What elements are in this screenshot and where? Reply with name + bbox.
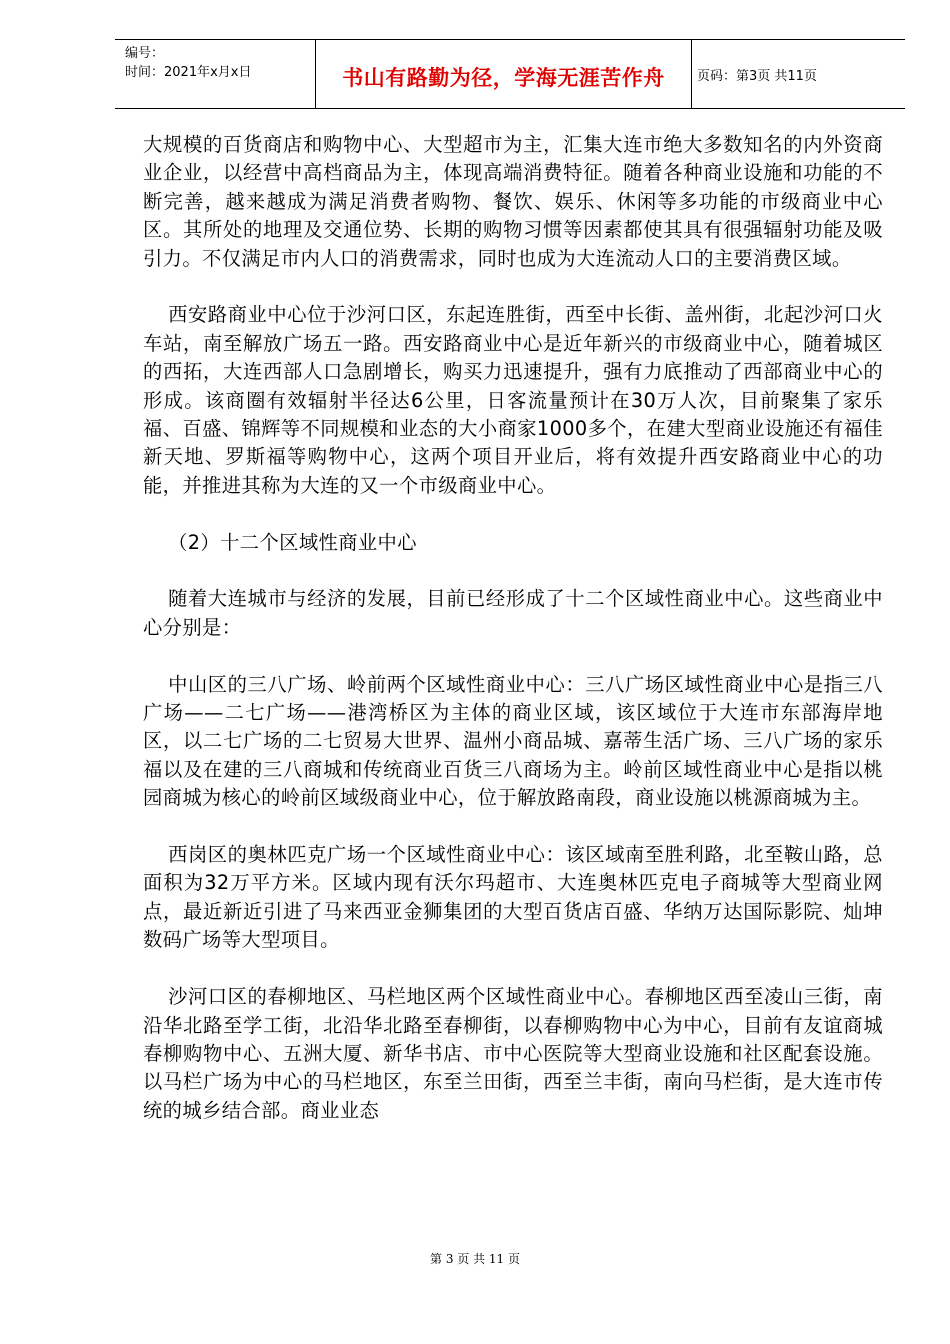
body-paragraph: 中山区的三八广场、岭前两个区域性商业中心：三八广场区域性商业中心是指三八广场——二七广场——港湾桥区为主体的商业区域，该区域位于大连市东部海岸地区，以二七广场的二七贸易大世界、温州小商品城、嘉蒂生活广场、三八广场的家乐福以及在建的三八商城和传统商业百货三八商场为主。岭前区域性商业中心是指以桃园商城为核心的岭前区域级商业中心，位于解放路南段，商业设施以桃源商城为主。 [143, 672, 883, 810]
header-page-cell [690, 40, 905, 108]
page-footer [0, 1250, 950, 1267]
body-paragraph: 西岗区的奥林匹克广场一个区域性商业中心：该区域南至胜利路，北至鞍山路，总面积为32万平方米。区域内现有沃尔玛超市、大连奥林匹克电子商城等大型商业网点，最近新近引进了马来西亚金狮集团的大型百货店百盛、华纳万达国际影院、灿坤数码广场等大型项目。 [143, 843, 883, 952]
body-paragraph: 西安路商业中心位于沙河口区，东起连胜街，西至中长街、盖州街，北起沙河口火车站，南至解放广场五一路。西安路商业中心是近年新兴的市级商业中心，随着城区的西拓，大连西部人口急剧增长，购买力迅速提升，强有力底推动了西部商业中心的形成。该商圈有效辐射半径达6公里，日客流量预计在30万人次，目前聚集了家乐福、百盛、锦辉等不同规模和业态的大小商家1000多个，在建大型商业设施还有福佳新天地、罗斯福等购物中心，这两个项目开业后，将有效提升西安路商业中心的功能，并推进其称为大连的又一个市级商业中心。 [143, 303, 883, 497]
header-motto-cell [315, 40, 692, 108]
page-header [115, 39, 905, 109]
body-paragraph: 大规模的百货商店和购物中心、大型超市为主，汇集大连市绝大多数知名的内外资商业企业，以经营中高档商品为主，体现高端消费特征。随着各种商业设施和功能的不断完善，越来越成为满足消费者购物、餐饮、娱乐、休闲等多功能的市级商业中心区。其所处的地理及交通位势、长期的购物习惯等因素都使其具有很强辐射功能及吸引力。不仅满足市内人口的消费需求，同时也成为大连流动人口的主要消费区域。 [143, 133, 883, 270]
document-code-label: 编号： [125, 46, 165, 61]
footer-page-number: 第 3 页 共 11 页 [430, 1252, 520, 1266]
document-body [143, 131, 883, 1154]
section-heading: （2）十二个区域性商业中心 [168, 530, 417, 554]
body-paragraph: 随着大连城市与经济的发展，目前已经形成了十二个区域性商业中心。这些商业中心分别是： [143, 587, 883, 639]
header-meta [115, 40, 315, 108]
header-motto: 书山有路勤为径，学海无涯苦作舟 [342, 65, 665, 90]
body-paragraph: 沙河口区的春柳地区、马栏地区两个区域性商业中心。春柳地区西至凌山三街，南沿华北路至学工街，北沿华北路至春柳街，以春柳购物中心为中心，目前有友谊商城春柳购物中心、五洲大厦、新华书店、市中心医院等大型商业设施和社区配套设施。以马栏广场为中心的马栏地区，东至兰田街，西至兰丰街，南向马栏街，是大连市传统的城乡结合部。商业业态 [143, 985, 883, 1122]
header-page-info: 页码：第3页 共11页 [697, 69, 817, 84]
document-time-label: 时间：2021年x月x日 [125, 65, 252, 80]
